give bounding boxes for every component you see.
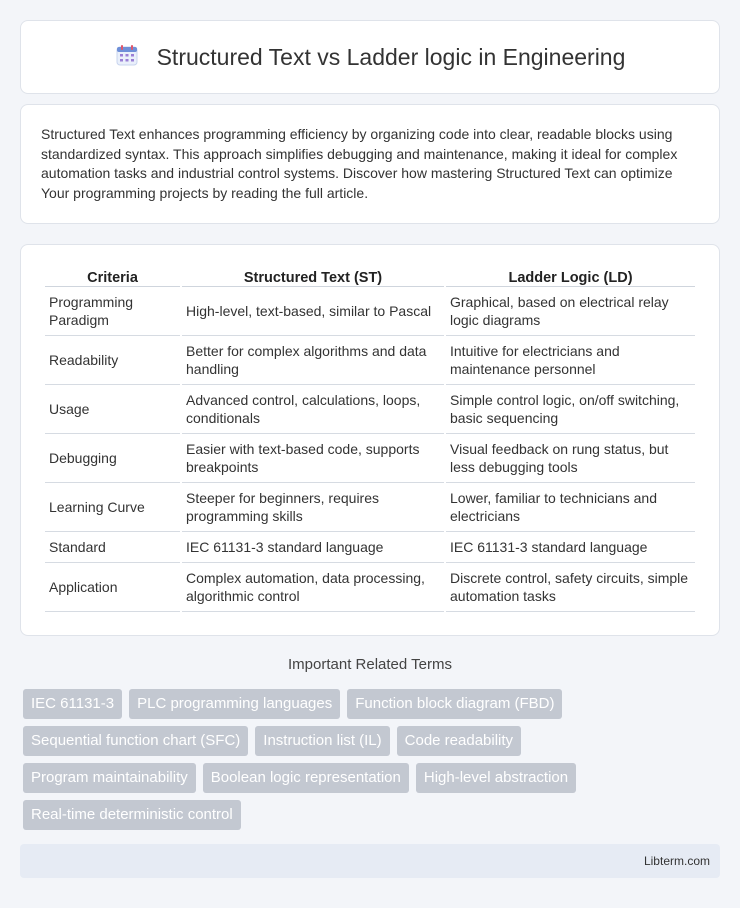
tag-function-block-diagram[interactable]: Function block diagram (FBD)	[347, 689, 562, 719]
comparison-table-card	[20, 244, 720, 636]
related-terms-tags	[23, 689, 623, 830]
table-row	[45, 563, 695, 612]
header-criteria: Criteria	[45, 265, 180, 287]
row-st-value: Easier with text-based code, supports breakpoints	[182, 434, 444, 483]
header-structured-text: Structured Text (ST)	[182, 265, 444, 287]
tag-real-time-deterministic-control[interactable]: Real-time deterministic control	[23, 800, 241, 830]
row-st-value: Complex automation, data processing, algorithmic control	[182, 563, 444, 612]
row-ld-value: Intuitive for electricians and maintenance personnel	[446, 336, 695, 385]
row-st-value: High-level, text-based, similar to Pascal	[182, 287, 444, 336]
table-row	[45, 385, 695, 434]
title-wrap	[115, 43, 626, 72]
intro-text: Structured Text enhances programming efficiency by organizing code into clear, readable blocks using standardized syntax. This approach simplifies debugging and maintenance, making it ideal for complex automation tasks and industrial control systems. Discover how mastering Structured Text can optimize Your programming projects by reading the full article.	[41, 126, 678, 201]
row-criteria: Application	[45, 563, 180, 612]
tag-instruction-list[interactable]: Instruction list (IL)	[255, 726, 389, 756]
table-row	[45, 532, 695, 563]
row-criteria: Debugging	[45, 434, 180, 483]
tag-plc-programming-languages[interactable]: PLC programming languages	[129, 689, 340, 719]
table-row	[45, 434, 695, 483]
footer-site-link[interactable]: Libterm.com	[643, 854, 710, 868]
table-row	[45, 287, 695, 336]
row-st-value: Advanced control, calculations, loops, conditionals	[182, 385, 444, 434]
tag-boolean-logic-representation[interactable]: Boolean logic representation	[203, 763, 409, 793]
calendar-icon	[115, 43, 139, 72]
row-st-value: Steeper for beginners, requires programming skills	[182, 483, 444, 532]
table-row	[45, 336, 695, 385]
row-st-value: Better for complex algorithms and data handling	[182, 336, 444, 385]
row-ld-value: Lower, familiar to technicians and electricians	[446, 483, 695, 532]
row-ld-value: IEC 61131-3 standard language	[446, 532, 695, 563]
tag-high-level-abstraction[interactable]: High-level abstraction	[416, 763, 576, 793]
row-ld-value: Discrete control, safety circuits, simple automation tasks	[446, 563, 695, 612]
row-criteria: Learning Curve	[45, 483, 180, 532]
row-criteria: Programming Paradigm	[45, 287, 180, 336]
table-row	[45, 483, 695, 532]
row-criteria: Readability	[45, 336, 180, 385]
row-criteria: Standard	[45, 532, 180, 563]
page-title: Structured Text vs Ladder logic in Engineering	[156, 43, 626, 70]
row-st-value: IEC 61131-3 standard language	[182, 532, 444, 563]
tag-iec-61131-3[interactable]: IEC 61131-3	[23, 689, 122, 719]
header-ladder-logic: Ladder Logic (LD)	[446, 265, 695, 287]
intro-card	[20, 104, 720, 224]
row-ld-value: Simple control logic, on/off switching, basic sequencing	[446, 385, 695, 434]
tag-sequential-function-chart[interactable]: Sequential function chart (SFC)	[23, 726, 248, 756]
footer	[20, 844, 720, 878]
row-ld-value: Graphical, based on electrical relay logic diagrams	[446, 287, 695, 336]
comparison-table	[43, 265, 697, 612]
related-terms-title: Important Related Terms	[288, 656, 452, 673]
tag-program-maintainability[interactable]: Program maintainability	[23, 763, 196, 793]
tag-code-readability[interactable]: Code readability	[397, 726, 521, 756]
table-header-row	[45, 265, 695, 287]
row-criteria: Usage	[45, 385, 180, 434]
row-ld-value: Visual feedback on rung status, but less debugging tools	[446, 434, 695, 483]
header-card	[20, 20, 720, 94]
